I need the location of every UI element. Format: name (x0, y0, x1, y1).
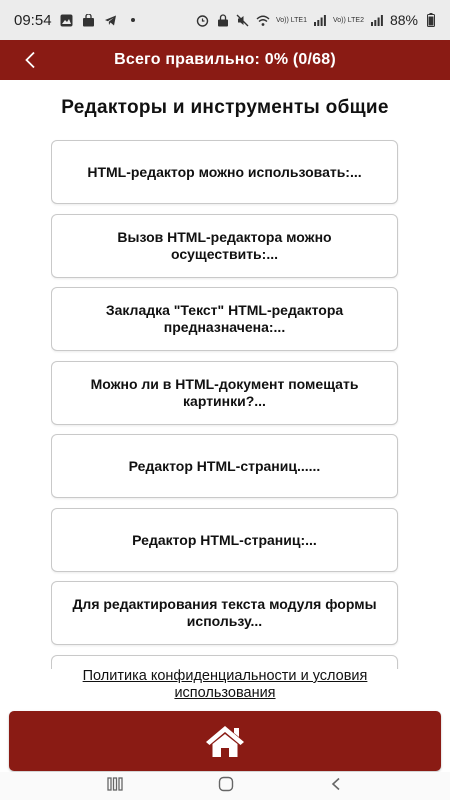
status-left (14, 12, 140, 29)
alarm-icon (196, 13, 210, 27)
chevron-left-icon (24, 51, 36, 69)
shopping-bag-icon (82, 13, 96, 27)
question-card[interactable] (51, 361, 398, 425)
status-bar (0, 0, 450, 40)
dot-icon (126, 13, 140, 27)
app-header (0, 40, 450, 80)
question-text: Для редактирования текста модуля формы использу... (72, 596, 377, 629)
question-text: HTML-редактор можно использовать:... (87, 163, 362, 180)
home-nav-icon[interactable] (218, 776, 234, 797)
score-title: Всего правильно: 0% (0/68) (114, 51, 336, 68)
question-text: Вызов HTML-редактора можно осуществить:... (117, 229, 332, 262)
question-text: Редактор HTML-страниц...... (128, 457, 321, 474)
home-button[interactable] (9, 711, 441, 771)
question-card[interactable] (51, 140, 398, 204)
signal-icon (313, 13, 327, 27)
wifi-icon (256, 13, 270, 27)
mute-icon (236, 13, 250, 27)
network-label-1: Vo)) LTE1 (275, 16, 307, 24)
question-card[interactable] (51, 508, 398, 572)
question-card[interactable] (51, 287, 398, 351)
privacy-policy-link[interactable]: Политика конфиденциальности и условия использования (82, 668, 368, 701)
question-text: Можно ли в HTML-документ помещать картинки?... (90, 376, 359, 409)
back-button[interactable] (12, 40, 48, 80)
question-text: Редактор HTML-страниц:... (132, 531, 317, 548)
status-right (196, 12, 438, 28)
page-title: Редакторы и инструменты общие (61, 97, 389, 118)
recent-apps-icon[interactable] (107, 777, 123, 796)
back-nav-icon[interactable] (329, 777, 343, 796)
question-card[interactable] (51, 581, 398, 645)
question-card-partial[interactable] (51, 655, 398, 669)
question-list[interactable] (51, 139, 400, 669)
home-icon (205, 724, 245, 758)
question-card[interactable] (51, 434, 398, 498)
gallery-icon (60, 13, 74, 27)
battery-level: 88% (389, 12, 418, 28)
status-time: 09:54 (14, 11, 52, 29)
telegram-icon (104, 13, 118, 27)
signal-icon (370, 13, 384, 27)
battery-icon (424, 13, 438, 27)
network-label-2: Vo)) LTE2 (332, 16, 364, 24)
question-text: Закладка "Текст" HTML-редактора предназначена:... (105, 302, 344, 335)
system-nav-bar (0, 772, 450, 800)
lock-icon (216, 13, 230, 27)
question-card[interactable] (51, 214, 398, 278)
